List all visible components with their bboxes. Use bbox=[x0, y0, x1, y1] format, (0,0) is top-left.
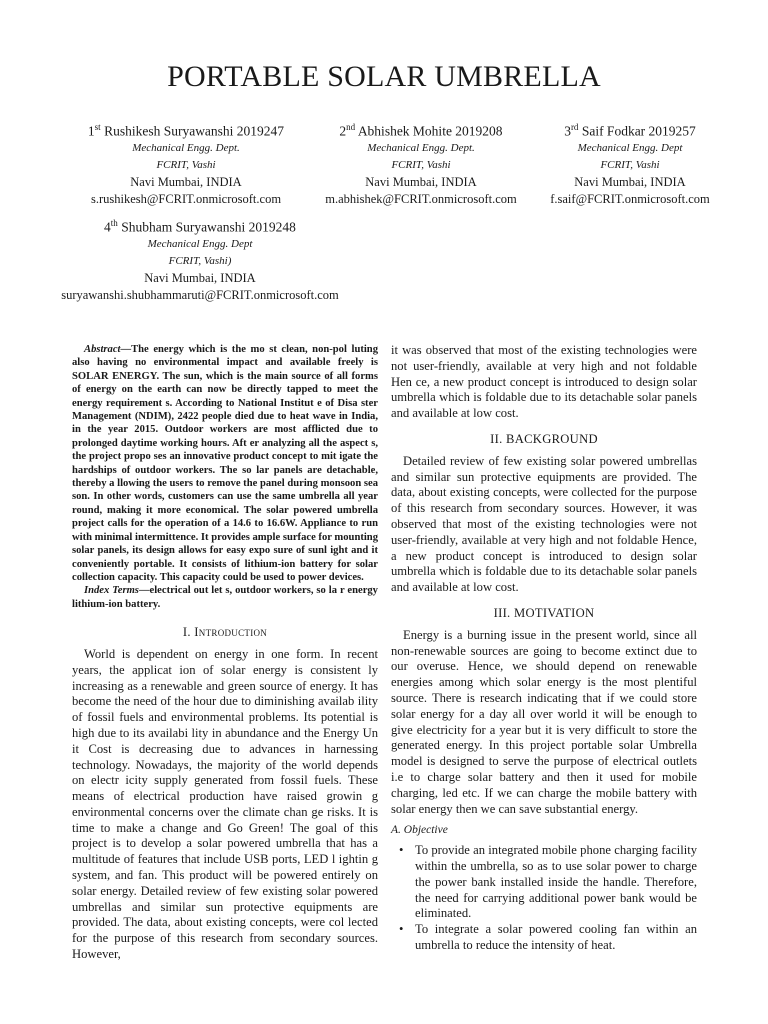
author-block-2 bbox=[306, 119, 536, 208]
introduction-continuation: it was observed that most of the existing technologies were not user-friendly, available at very high and not foldable Hen ce, a new product concept is introduced to design solar umbrella which is foldable due to its detachable solar panels and available at low cost. bbox=[391, 343, 697, 421]
section-heading-background: II. BACKGROUND bbox=[490, 431, 598, 446]
list-item: • To integrate a solar powered cooling fan within an umbrella to reduce the intensity of heat. bbox=[399, 922, 697, 952]
subsection-heading-objective: A. Objective bbox=[391, 824, 448, 837]
author-city: Navi Mumbai, INDIA bbox=[144, 270, 256, 285]
author-dept: Mechanical Engg. Dept bbox=[577, 141, 683, 154]
author-dept: Mechanical Engg. Dept. bbox=[132, 141, 240, 154]
index-terms: Index Terms—electrical out let s, outdoor workers, so la r energy lithium-ion battery. bbox=[72, 585, 378, 610]
author-email: s.rushikesh@FCRIT.onmicrosoft.com bbox=[90, 191, 282, 206]
abstract: Abstract—The energy which is the mo st clean, non-pol luting also having no environmental impact and available freely is SOLAR ENERGY. The sun, which is the main source of all forms of energy on the earth can now be directly tapped to meet the energy requirement s. According to National Institut e of Disa ster Management (NDIM), 2422 people died due to heat wave in India, in the year 2015. Outdoor workers are most afflicted due to prolonged daytime working hours. Aft er analyzing all the aspect s, the project propo ses an innovative product concept to mit igate the hardships of outdoor workers. The so lar panels are detachable, thereby a llowing the users to remove the panel during monsoon sea son. In other words, customers can use the same umbrella all year round, making it more economical. The solar powered umbrella project calls for the operation of a 14.6 to 16.6W. Appliance to run with minimal intermittence. It provides ample surface for mounting solar panels, its design allows for easy expo sure of sunl ight and it conveniently portable. It consists of lithium-ion battery for solar collection capacity. This capacity could be used to power devices. bbox=[72, 344, 378, 583]
right-column bbox=[391, 343, 697, 954]
bullet-icon: • bbox=[399, 922, 404, 937]
abstract-text: The energy which is the mo st clean, non-pol luting also having no environmental impact and available freely is SOLAR ENERGY. The sun, which is the main source of all forms of energy on the earth can now be directly tapped to meet the energy requirement s. According to National Institut e of Disa ster Management (NDIM), 2422 people died due to heat wave in India, in the year 2015. Outdoor workers are most afflicted due to prolonged daytime working hours. Aft er analyzing all the aspect s, the project propo ses an innovative product concept to mit igate the hardships of outdoor workers. The so lar panels are detachable, thereby a llowing the users to remove the panel during monsoon sea son. In other words, customers can use the same umbrella all year round, making it more economical. The solar powered umbrella project calls for the operation of a 14.6 to 16.6W. Appliance to run with minimal intermittence. It provides ample surface for mounting solar panels, its design allows for easy expo sure of sunl ight and it conveniently portable. It consists of lithium-ion battery for solar collection capacity. This capacity could be used to power devices. bbox=[72, 344, 378, 583]
motivation-paragraph: Energy is a burning issue in the present world, since all non-renewable sources are going to become extinct due to our overuse. Hence, we should depend on renewable energies among which solar energy is the most plentiful source. There is research indicating that if we could store solar energy for a day all over world it will be enough to give electricity for a year but it is very difficult to store the generated energy. In this project portable solar Umbrella model is designed to serve the purpose of electrical outlets i.e to charge solar battery and then it used for mobile charging, led etc. If we can charge the mobile battery with solar energy then we can save substantial energy. bbox=[391, 627, 697, 816]
abstract-label: Abstract bbox=[84, 344, 121, 355]
author-block-1 bbox=[56, 119, 316, 208]
section-heading-motivation: III. MOTIVATION bbox=[493, 605, 595, 620]
author-name: 3rd Saif Fodkar 2019257 bbox=[564, 122, 696, 139]
author-city: Navi Mumbai, INDIA bbox=[574, 174, 686, 189]
author-dept: Mechanical Engg. Dept. bbox=[367, 141, 475, 154]
section-heading-introduction: I. Introduction bbox=[182, 625, 268, 640]
author-city: Navi Mumbai, INDIA bbox=[365, 174, 477, 189]
background-paragraph: Detailed review of few existing solar powered umbrellas and similar sun protective equipments are provided. The data, about existing concepts, were collected for the purpose of this research from secondary sources. However, it was observed that most of the existing technologies were not user-friendly, available at very high and not foldable Hence, a new product concept is introduced to design solar umbrella which is foldable due to its detachable solar panels and available at low cost. bbox=[391, 453, 697, 595]
author-email: m.abhishek@FCRIT.onmicrosoft.com bbox=[325, 191, 517, 206]
author-institute: FCRIT, Vashi) bbox=[168, 254, 232, 267]
author-name: 4th Shubham Suryawanshi 2019248 bbox=[104, 218, 296, 235]
author-name: 1st Rushikesh Suryawanshi 2019247 bbox=[87, 122, 285, 139]
author-institute: FCRIT, Vashi bbox=[600, 158, 660, 171]
author-email: f.saif@FCRIT.onmicrosoft.com bbox=[550, 191, 710, 206]
objective-list bbox=[391, 843, 697, 954]
list-item: • To provide an integrated mobile phone charging facility within the umbrella, so as to use solar power to charge the power bank installed inside the handle. Therefore, the need for carrying additional power bank would be eliminated. bbox=[399, 843, 697, 921]
author-name: 2nd Abhishek Mohite 2019208 bbox=[339, 122, 503, 139]
author-block-4 bbox=[30, 215, 370, 304]
author-block-3 bbox=[530, 119, 730, 208]
bullet-icon: • bbox=[399, 843, 404, 858]
left-column bbox=[72, 343, 378, 963]
author-institute: FCRIT, Vashi bbox=[156, 158, 216, 171]
index-terms-label: Index Terms bbox=[84, 585, 139, 597]
paper-title: PORTABLE SOLAR UMBRELLA bbox=[167, 60, 601, 93]
index-terms-text: electrical out let s, outdoor workers, so la r energy lithium-ion battery. bbox=[72, 585, 378, 610]
author-email: suryawanshi.shubhammaruti@FCRIT.onmicrosoft.com bbox=[61, 287, 339, 302]
author-city: Navi Mumbai, INDIA bbox=[130, 174, 242, 189]
author-institute: FCRIT, Vashi bbox=[391, 158, 451, 171]
author-dept: Mechanical Engg. Dept bbox=[147, 237, 253, 250]
introduction-paragraph: World is dependent on energy in one form. In recent years, the applicat ion of solar energy is consistent ly increasing as a renewable and green source of energy. It has become the need of the hour due to diminishing availab ility of fossil fuels and environmental problems. Its potential is high due to its availabi lity in abundance and the Energy Un it Cost is decreasing due to advances in harnessing technology. Nowadays, the majority of the world depends on electr icity supply generated from fossil fuels. These means of electrical production have raised growin g environmental concerns over the climate chan ge risks. It is time to make a change and Go Green! The goal of this project is to develop a solar powered umbrella that has a multitude of features that include USB ports, LED l ightin g system, and fan. This product will be powered entirely on solar energy. Detailed review of few existing solar powered umbrellas and similar sun protective equipments are provided. The data, about existing concepts, were col lected for the purpose of this research from secondary sources. However, bbox=[72, 646, 378, 962]
